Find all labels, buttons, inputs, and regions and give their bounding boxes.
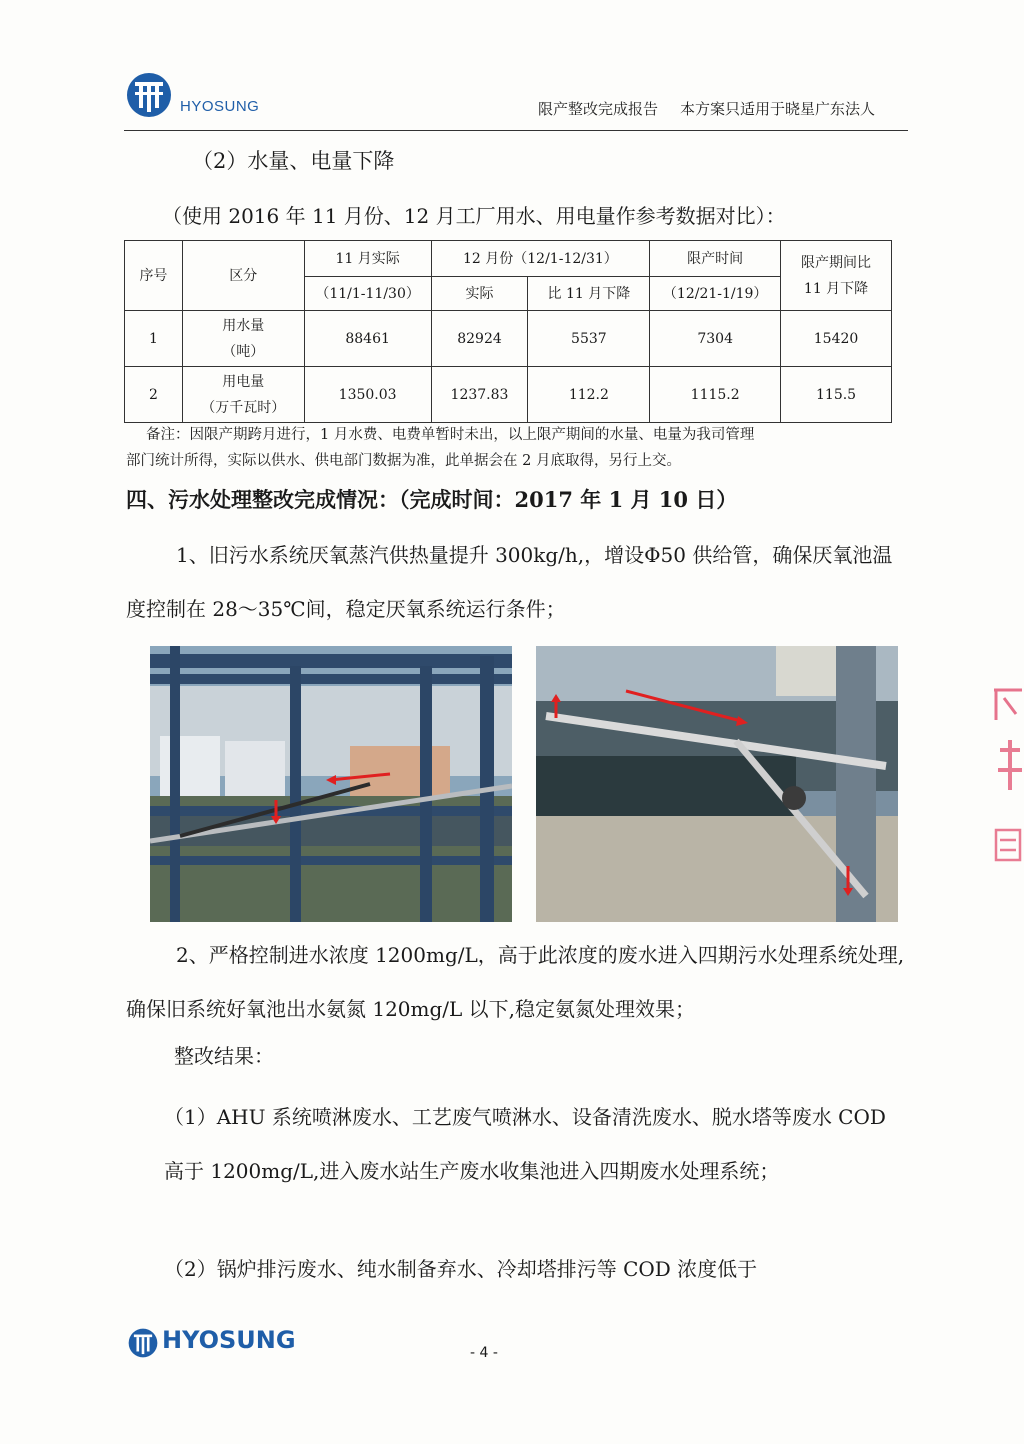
row-dec: 82924: [431, 311, 528, 367]
row-drop: 5537: [528, 311, 650, 367]
intro-text: （使用 2016 年 11 月份、12 月工厂用水、用电量作参考数据对比）：: [162, 204, 786, 228]
row-category: [182, 367, 304, 423]
header-seq: 序号: [125, 241, 183, 311]
row-drop: 112.2: [528, 367, 650, 423]
row-nov: 1350.03: [304, 367, 431, 423]
table-row: [125, 311, 892, 367]
header-dec: 12 月份（12/1-12/31）: [431, 241, 650, 277]
pipe-rack-photo: [150, 646, 512, 922]
row-dec: 1237.83: [431, 367, 528, 423]
hyosung-logo-icon: [126, 72, 172, 118]
table-note: [126, 422, 906, 474]
header-limit-drop-line1: 限产期间比: [801, 254, 872, 271]
row-unit: （万千瓦时）: [201, 399, 286, 416]
footer-logo-icon: [128, 1328, 158, 1358]
row-limit: 1115.2: [650, 367, 781, 423]
result-label: 整改结果：: [174, 1044, 274, 1068]
result-item-1: （1）AHU 系统喷淋废水、工艺废气喷淋水、设备清洗废水、脱水塔等废水 COD 高于 1200mg/L,进入废水站生产废水收集池进入四期废水处理系统；: [164, 1105, 886, 1183]
page-number: - 4 -: [470, 1345, 498, 1361]
table-header-row: [125, 241, 892, 277]
header-limit-drop-line2: 11 月下降: [803, 280, 869, 297]
header-dec-actual: 实际: [431, 277, 528, 311]
header-category: 区分: [182, 241, 304, 311]
paragraph-1: 1、旧污水系统厌氧蒸汽供热量提升 300kg/h,，增设Φ50 供给管，确保厌氧池温度控制在 28～35℃间，稳定厌氧系统运行条件；: [126, 543, 893, 621]
anaerobic-tank-photo: [536, 646, 898, 922]
row-category: [182, 311, 304, 367]
row-name: 用电量: [222, 373, 265, 390]
header-limit-range: （12/21-1/19）: [650, 277, 781, 311]
row-name: 用水量: [222, 317, 265, 334]
row-limit-drop: 115.5: [781, 367, 892, 423]
section-title: 四、污水处理整改完成情况：（完成时间：2017 年 1 月 10 日）: [126, 487, 738, 512]
row-seq: 1: [125, 311, 183, 367]
table-row: [125, 367, 892, 423]
footer-logo-text: HYOSUNG: [162, 1326, 296, 1354]
header-divider: [124, 130, 908, 131]
header-limit-drop: [781, 241, 892, 311]
row-unit: （吨）: [222, 343, 265, 360]
note-line-2: 部门统计所得，实际以供水、供电部门数据为准，此单据会在 2 月底取得，另行上交。: [126, 453, 681, 469]
note-line-1: 备注：因限产期跨月进行，1 月水费、电费单暂时未出，以上限产期间的水量、电量为我司管理: [146, 427, 755, 443]
seal-stamp-icon: [986, 680, 1024, 880]
logo-text: HYOSUNG: [180, 98, 260, 115]
row-limit: 7304: [650, 311, 781, 367]
paragraph-2: 2、严格控制进水浓度 1200mg/L，高于此浓度的废水进入四期污水处理系统处理,确保旧系统好氧池出水氨氮 120mg/L 以下,稳定氨氮处理效果；: [126, 943, 905, 1021]
header-info: [538, 98, 875, 119]
report-title: 限产整改完成报告: [538, 100, 659, 118]
row-limit-drop: 15420: [781, 311, 892, 367]
header-nov-range: （11/1-11/30）: [304, 277, 431, 311]
scope-note: 本方案只适用于晓星广东法人: [680, 100, 876, 118]
header-limit-time: 限产时间: [650, 241, 781, 277]
row-nov: 88461: [304, 311, 431, 367]
header-nov-actual: 11 月实际: [304, 241, 431, 277]
header-dec-drop: 比 11 月下降: [528, 277, 650, 311]
comparison-table: [124, 240, 892, 423]
sub-heading: （2）水量、电量下降: [192, 149, 395, 173]
row-seq: 2: [125, 367, 183, 423]
result-item-2: （2）锅炉排污废水、纯水制备弃水、冷却塔排污等 COD 浓度低于: [164, 1257, 758, 1281]
